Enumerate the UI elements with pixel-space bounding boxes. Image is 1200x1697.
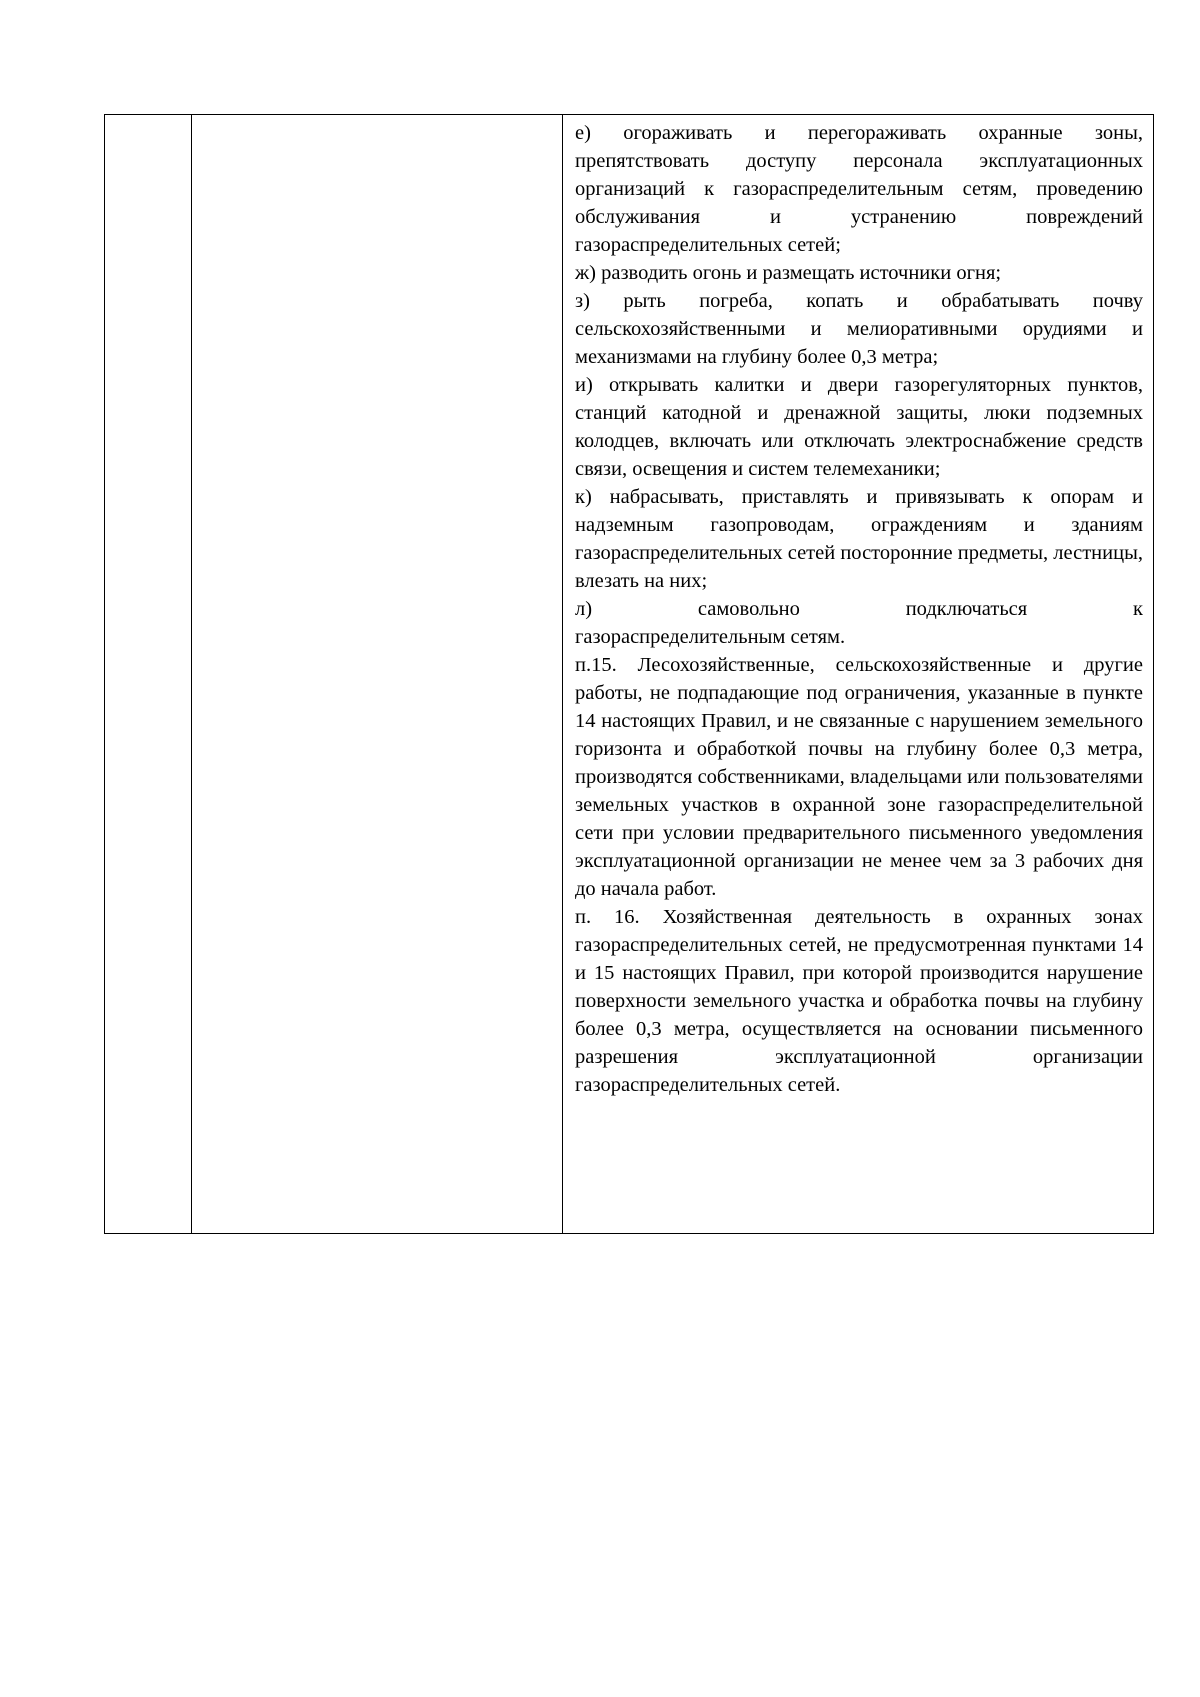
table-row bbox=[105, 115, 1154, 1234]
paragraph-l-continued: газораспределительным сетям. bbox=[575, 626, 846, 648]
table-cell-subject bbox=[192, 115, 563, 1234]
paragraph-item-15: п.15. Лесохозяйственные, сельскохозяйственные и другие работы, не подпадающие под ограничения, указанные в пункте 14 настоящих Правил, и не связанные с нарушением земельного горизонта и обработкой почвы на глубину более 0,3 метра, производятся собственниками, владельцами или пользователями земельных участков в охранной зоне газораспределительной сети при условии предварительного письменного уведомления эксплуатационной организации не менее чем за 3 рабочих дня до начала работ. bbox=[575, 654, 1143, 900]
content-text bbox=[563, 115, 1153, 1099]
paragraph-item-16: п. 16. Хозяйственная деятельность в охранных зонах газораспределительных сетей, не предусмотренная пунктами 14 и 15 настоящих Правил, при которой производится нарушение поверхности земельного участка и обработка почвы на глубину более 0,3 метра, осуществляется на основании письменного разрешения эксплуатационной организации газораспределительных сетей. bbox=[575, 906, 1143, 1096]
document-table bbox=[104, 114, 1154, 1234]
paragraph-zh: ж) разводить огонь и размещать источники огня; bbox=[575, 262, 1002, 284]
paragraph-i: и) открывать калитки и двери газорегуляторных пунктов, станций катодной и дренажной защиты, люки подземных колодцев, включать или отключать электроснабжение средств связи, освещения и систем телемеханики; bbox=[575, 374, 1143, 480]
paragraph-e: е) огораживать и перегораживать охранные зоны, препятствовать доступу персонала эксплуатационных организаций к газораспределительным сетям, проведению обслуживания и устранению повреждений газораспределительных сетей; bbox=[575, 122, 1143, 256]
paragraph-z: з) рыть погреба, копать и обрабатывать почву сельскохозяйственными и мелиоративными орудиями и механизмами на глубину более 0,3 метра; bbox=[575, 290, 1143, 368]
paragraph-k: к) набрасывать, приставлять и привязывать к опорам и надземным газопроводам, ограждениям и зданиям газораспределительных сетей посторонние предметы, лестницы, влезать на них; bbox=[575, 486, 1143, 592]
table-cell-number bbox=[105, 115, 192, 1234]
paragraph-l: л) самовольно подключаться к bbox=[575, 598, 1143, 620]
table-cell-content bbox=[563, 115, 1154, 1234]
